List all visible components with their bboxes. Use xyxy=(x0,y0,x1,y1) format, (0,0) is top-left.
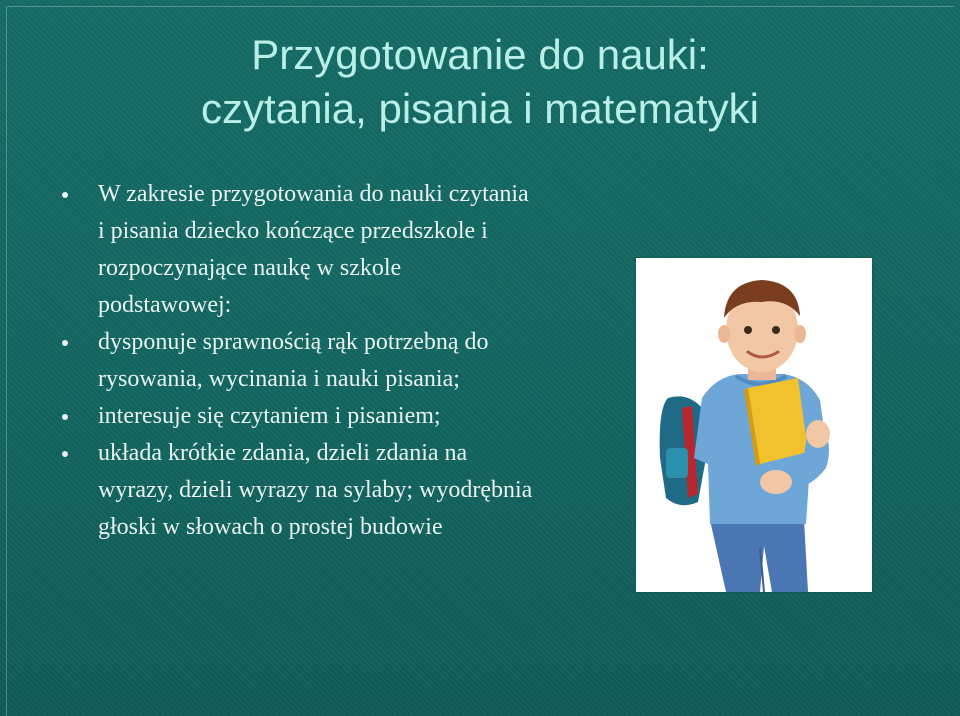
title-line-1: Przygotowanie do nauki: xyxy=(251,31,709,78)
bullet-text: dysponuje sprawnością rąk potrzebną do rysowania, wycinania i nauki pisania; xyxy=(98,329,489,392)
slide-title xyxy=(0,28,960,136)
right-hand xyxy=(760,470,792,494)
right-eye xyxy=(772,326,780,334)
left-ear xyxy=(718,325,730,343)
bullet-item xyxy=(60,398,540,435)
schoolboy-photo xyxy=(636,258,872,592)
bullet-text: interesuje się czytaniem i pisaniem; xyxy=(98,403,441,429)
bullet-text: układa krótkie zdania, dzieli zdania na wyrazy, dzieli wyrazy na sylaby; wyodrębnia głoski w słowach o prostej budowie xyxy=(98,440,533,540)
bullet-item xyxy=(60,324,540,398)
title-line-2: czytania, pisania i matematyki xyxy=(201,85,759,132)
bullet-item xyxy=(60,176,540,324)
jeans-shape xyxy=(710,520,808,592)
bullet-text: W zakresie przygotowania do nauki czytania i pisania dziecko kończące przedszkole i rozpoczynające naukę w szkole podstawowej: xyxy=(98,181,529,318)
backpack-pocket xyxy=(666,448,688,478)
right-ear xyxy=(794,325,806,343)
bullet-dot-icon xyxy=(62,192,68,198)
bullet-dot-icon xyxy=(62,414,68,420)
bullet-item xyxy=(60,435,540,546)
schoolboy-illustration xyxy=(636,258,872,592)
left-hand xyxy=(806,420,830,448)
left-eye xyxy=(744,326,752,334)
bullet-list xyxy=(60,176,540,546)
bullet-dot-icon xyxy=(62,340,68,346)
bullet-dot-icon xyxy=(62,451,68,457)
